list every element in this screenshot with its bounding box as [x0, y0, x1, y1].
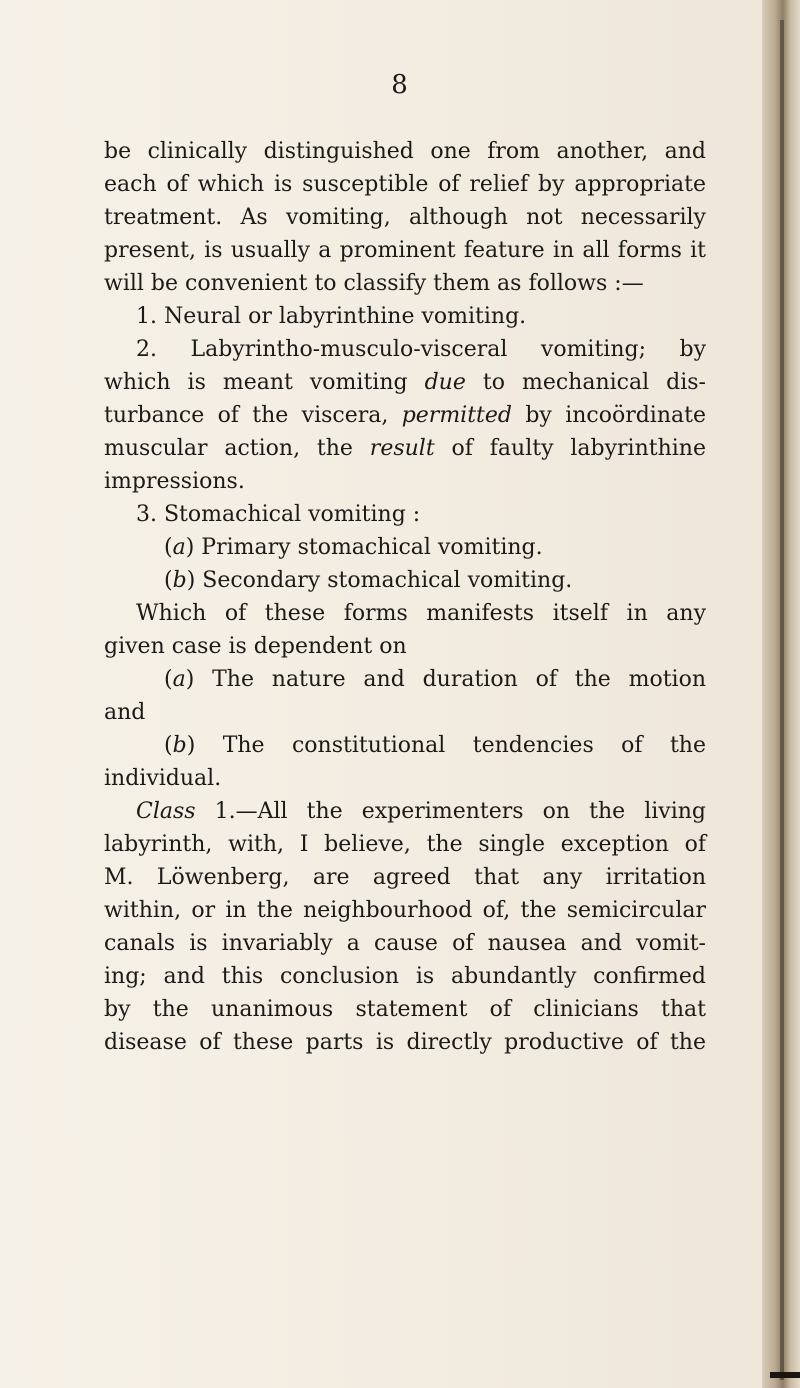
text-segment: ) Primary stomachical vomiting.: [185, 535, 543, 560]
italic-text: permitted: [401, 403, 513, 428]
text-line: [104, 468, 264, 496]
italic-text: a: [172, 667, 186, 692]
text-segment: treatment. As vomiting, although not necessarily: [104, 205, 706, 230]
text-line: [136, 798, 706, 826]
text-segment: turbance of the viscera,: [104, 403, 402, 428]
text-line: [104, 831, 706, 859]
text-segment: 1. Neural or labyrinthine vomiting.: [136, 304, 527, 329]
text-segment: 3. Stomachical vomiting :: [136, 502, 421, 527]
text-line: [104, 633, 407, 661]
text-segment: ) Secondary stomachical vomiting.: [186, 568, 573, 593]
text-segment: will be convenient to classify them as follows :—: [104, 271, 644, 296]
page-number: 8: [391, 70, 409, 100]
text-segment: by the unanimous statement of clinicians that: [104, 997, 706, 1022]
italic-text: b: [172, 733, 187, 758]
italic-text: due: [424, 370, 466, 395]
text-segment: labyrinth, with, I believe, the single exception of: [104, 832, 706, 857]
text-segment: each of which is susceptible of relief by appropriate: [104, 172, 706, 197]
text-segment: (: [164, 733, 173, 758]
text-line: [104, 897, 706, 925]
text-segment: impressions.: [104, 469, 245, 494]
italic-text: a: [172, 535, 186, 560]
text-segment: ) The nature and duration of the motion: [185, 667, 706, 692]
text-line: [164, 534, 584, 562]
text-segment: canals is invariably a cause of nausea and vomit-: [104, 931, 706, 956]
text-line: [104, 138, 706, 166]
text-line: [104, 864, 706, 892]
text-segment: disease of these parts is directly productive of the: [104, 1030, 706, 1055]
text-line: [104, 435, 706, 463]
italic-text: b: [172, 568, 187, 593]
text-segment: of faulty labyrinthine: [434, 436, 706, 461]
text-segment: muscular action, the: [104, 436, 370, 461]
text-line: [136, 501, 436, 529]
text-segment: by incoördinate: [512, 403, 706, 428]
text-segment: present, is usually a prominent feature in all forms it: [104, 238, 706, 263]
text-segment: to mechanical dis-: [465, 370, 706, 395]
italic-text: result: [369, 436, 435, 461]
text-segment: and: [104, 700, 146, 725]
text-line: [104, 270, 644, 298]
text-segment: M. Löwenberg, are agreed that any irritation: [104, 865, 706, 890]
text-segment: 1.—All the experimenters on the living: [195, 799, 706, 824]
text-segment: (: [164, 535, 173, 560]
text-line: [104, 171, 706, 199]
italic-text: Class: [136, 799, 196, 824]
text-line: [136, 303, 566, 331]
text-line: [104, 996, 706, 1024]
text-segment: ) The constitutional tendencies of the: [186, 733, 706, 758]
text-line: [104, 1029, 706, 1057]
text-segment: (: [164, 568, 173, 593]
text-line: [164, 732, 706, 760]
text-line: [164, 666, 706, 694]
text-line: [104, 930, 706, 958]
text-segment: which is meant vomiting: [104, 370, 425, 395]
text-line: [104, 402, 706, 430]
corner-mark: [770, 1372, 800, 1378]
text-line: [136, 600, 706, 628]
text-line: [164, 567, 604, 595]
text-segment: 2. Labyrintho-musculo-visceral vomiting; by: [136, 337, 706, 362]
text-line: [104, 204, 706, 232]
page-edge-shadow: [780, 20, 784, 1380]
text-segment: within, or in the neighbourhood of, the semicircular: [104, 898, 706, 923]
text-segment: ing; and this conclusion is abundantly confirmed: [104, 964, 706, 989]
text-segment: (: [164, 667, 173, 692]
text-line: [104, 963, 706, 991]
text-line: [104, 369, 706, 397]
text-segment: given case is dependent on: [104, 634, 407, 659]
text-line: [104, 237, 706, 265]
text-line: [104, 765, 234, 793]
text-line: [136, 336, 706, 364]
text-line: [104, 699, 164, 727]
text-segment: be clinically distinguished one from another, and: [104, 139, 706, 164]
text-segment: individual.: [104, 766, 222, 791]
text-segment: Which of these forms manifests itself in any: [136, 601, 706, 626]
